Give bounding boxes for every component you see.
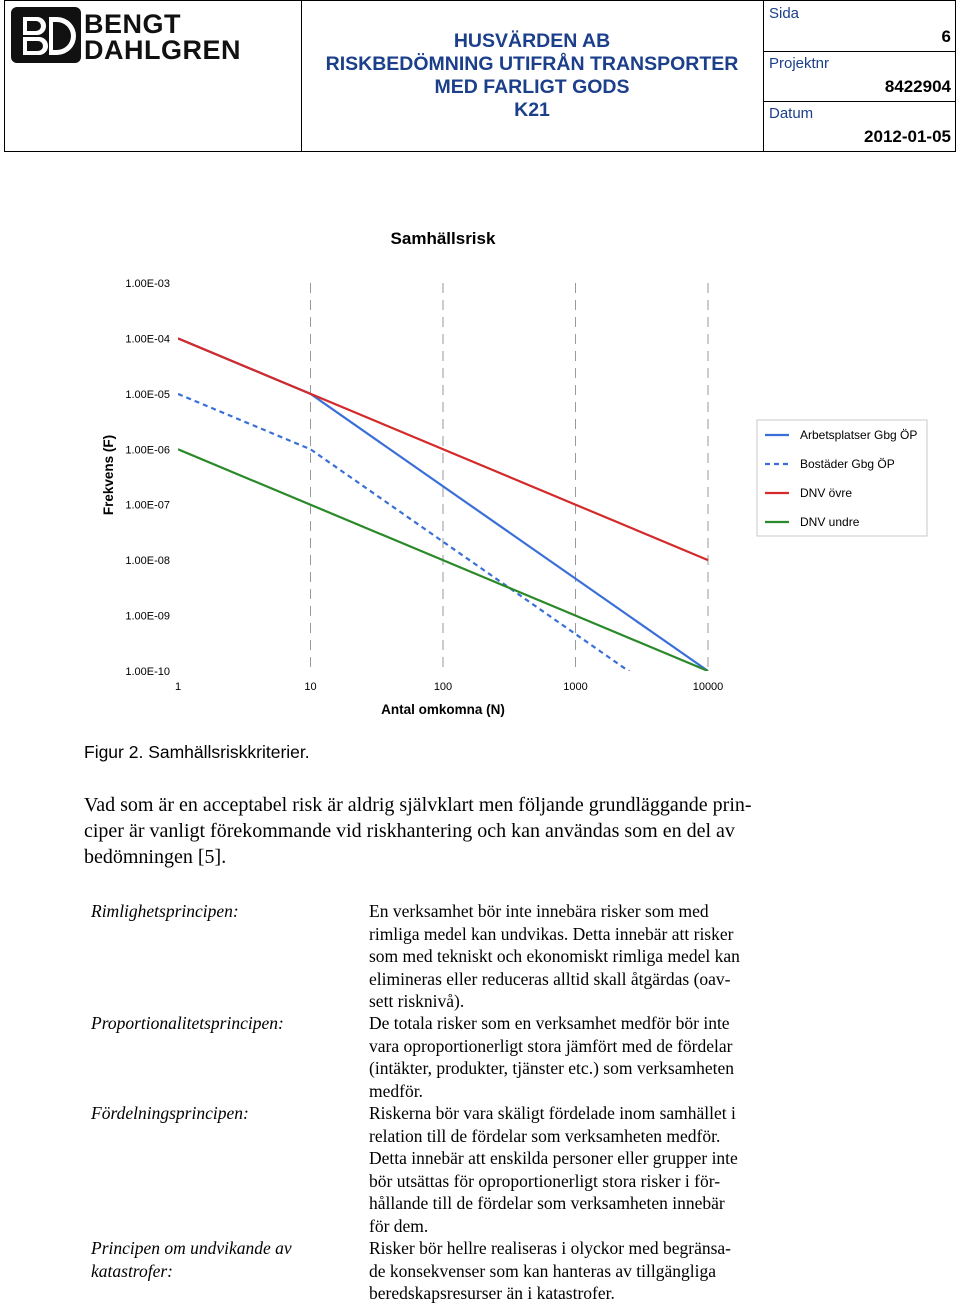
y-tick-label: 1.00E-03 (125, 278, 170, 290)
principle-name (91, 1012, 351, 1035)
meta-page-label: Sida (769, 5, 800, 22)
principle-description-line: (intäkter, produkter, tjänster etc.) som verksamheten (369, 1058, 734, 1078)
chart-title: Samhällsrisk (390, 229, 496, 248)
principle-description-line: rimliga medel kan undvikas. Detta innebär att risker (369, 923, 734, 944)
y-axis-label: Frekvens (F) (101, 434, 116, 516)
meta-page-value: 6 (941, 27, 951, 46)
legend-label: DNV undre (800, 515, 860, 529)
y-tick-label: 1.00E-08 (125, 555, 170, 568)
principle-description (369, 900, 809, 1013)
title-line: RISKBEDÖMNING UTIFRÅN TRANSPORTER (325, 53, 739, 75)
principle-name-line: katastrofer: (91, 1260, 173, 1281)
y-tick-label: 1.00E-10 (125, 666, 170, 678)
principle-description (369, 1102, 809, 1237)
principle-name (91, 1237, 351, 1282)
meta-project-value: 8422904 (884, 77, 951, 96)
intro-paragraph (84, 792, 884, 870)
principle-description (369, 1237, 809, 1305)
principle-description-line: de konsekvenser som kan hanteras av tillgängliga (369, 1260, 716, 1281)
document-meta (763, 1, 955, 151)
principle-name-line: Fördelningsprincipen: (91, 1103, 249, 1123)
legend-label: Bostäder Gbg ÖP (800, 457, 895, 471)
paragraph-line: Vad som är en acceptabel risk är aldrig självklart men följande grundläggande prin- (84, 794, 752, 816)
x-axis-label: Antal omkomna (N) (381, 702, 505, 717)
title-line: K21 (514, 99, 550, 121)
paragraph-line: bedömningen [5]. (84, 846, 227, 868)
meta-project (763, 51, 955, 102)
series-line-3 (178, 449, 708, 671)
y-tick-label: 1.00E-07 (125, 499, 170, 512)
meta-date-label: Datum (769, 105, 814, 122)
principle-description-line: bör utsättas för oproportionerligt stora risker i för- (369, 1170, 721, 1191)
y-tick-label: 1.00E-09 (125, 610, 170, 623)
principle-description (369, 1012, 809, 1102)
title-line: MED FARLIGT GODS (434, 76, 630, 98)
x-tick-label: 10000 (692, 681, 724, 693)
principle-description-line: De totala risker som en verksamhet medför bör inte (369, 1013, 730, 1033)
x-tick-label: 10 (304, 681, 317, 693)
principle-description-line: elimineras eller reduceras alltid skall åtgärdas (oav- (369, 968, 731, 989)
meta-date-value: 2012-01-05 (864, 127, 951, 146)
principle-description-line: hållande till de fördelar som verksamheten innebär (369, 1193, 725, 1213)
bd-logo-icon (11, 7, 81, 63)
company-logo-cell (5, 1, 302, 151)
principle-description-line: för dem. (369, 1215, 429, 1236)
principle-description-line: En verksamhet bör inte innebära risker som med (369, 901, 709, 921)
logo-text-line2: DAHLGREN (84, 35, 241, 65)
y-tick-label: 1.00E-05 (125, 388, 170, 401)
principle-description-line: Detta innebär att enskilda personer eller grupper inte (369, 1148, 738, 1168)
principle-name (91, 900, 351, 923)
legend-label: Arbetsplatser Gbg ÖP (800, 428, 918, 442)
meta-page (763, 1, 955, 52)
principle-name-line: Proportionalitetsprincipen: (91, 1013, 284, 1033)
principle-name-line: Principen om undvikande av (91, 1238, 292, 1258)
principle-description-line: vara oproportionerligt stora jämfört med de fördelar (369, 1035, 733, 1056)
figure-caption: Figur 2. Samhällsriskkriterier. (84, 742, 310, 762)
paragraph-line: ciper är vanligt förekommande vid riskhantering och kan användas som en del av (84, 820, 735, 842)
principle-description-line: sett risknivå). (369, 991, 465, 1011)
principle-description-line: medför. (369, 1080, 423, 1101)
principle-description-line: beredskapsresurser än i katastrofer. (369, 1283, 615, 1303)
principle-description-line: Risker bör hellre realiseras i olyckor med begränsa- (369, 1238, 732, 1258)
legend-label: DNV övre (800, 486, 853, 500)
societal-risk-chart (0, 210, 960, 730)
principle-description-line: Riskerna bör vara skäligt fördelade inom samhället i (369, 1103, 736, 1123)
document-title (301, 1, 764, 151)
principle-name-line: Rimlighetsprincipen: (91, 901, 239, 921)
x-tick-label: 100 (433, 681, 453, 693)
y-tick-label: 1.00E-06 (125, 444, 170, 457)
x-tick-label: 1 (174, 681, 182, 693)
document-header (4, 0, 956, 152)
principle-description-line: som med tekniskt och ekonomiskt rimliga medel kan (369, 946, 740, 966)
principle-name (91, 1102, 351, 1125)
y-tick-label: 1.00E-04 (125, 333, 170, 346)
meta-date (763, 101, 955, 151)
meta-project-label: Projektnr (769, 55, 830, 72)
title-line: HUSVÄRDEN AB (453, 30, 611, 52)
logo-text-line1: BENGT (84, 9, 181, 39)
principle-description-line: relation till de fördelar som verksamheten medför. (369, 1125, 721, 1146)
x-tick-label: 1000 (563, 681, 588, 693)
